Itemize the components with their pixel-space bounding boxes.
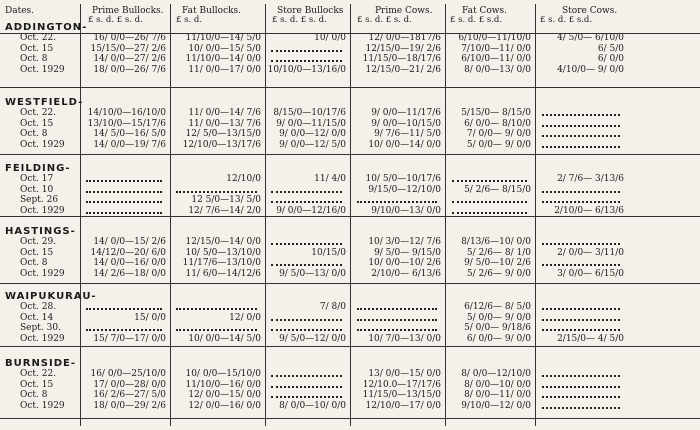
section-name: WAIPUKURAU- [5, 291, 97, 302]
price-cell: 11/15/0—18/17/6 [362, 54, 441, 64]
price-cell: 2/ 7/6— 3/13/6 [557, 174, 624, 184]
price-cell: 7/ 8/0 [319, 302, 346, 312]
empty-cell-dots [542, 329, 620, 331]
row-date: Oct. 29. [20, 237, 57, 247]
price-cell: 12/10/0—17/ 0/0 [365, 400, 441, 411]
units-store-bullocks: £ s. d. £ s. d. [272, 15, 327, 25]
price-cell: 12/ 5/0—13/15/0 [185, 129, 261, 139]
price-cell: 18/ 0/0—26/ 7/6 [93, 64, 166, 75]
units-prime-cows: £ s. d. £ s. d. [357, 15, 412, 25]
price-cell: 10/ 0/0—14/ 0/0 [368, 139, 441, 150]
price-cell: 6/10/0—11/10/0 [458, 33, 531, 43]
empty-cell-dots [452, 201, 527, 203]
price-cell: 11/ 0/0—13/ 7/6 [188, 118, 261, 129]
price-cell: 8/ 0/0—10/ 0/0 [279, 400, 346, 411]
price-cell: 9/ 0/0—10/15/0 [371, 118, 441, 129]
price-cell: 14/10/0—16/10/0 [87, 108, 166, 118]
price-cell: 11/ 4/0 [314, 174, 346, 184]
section-name: BURNSIDE- [5, 358, 77, 369]
row-date: Oct. 8 [20, 129, 48, 139]
empty-cell-dots [542, 146, 620, 148]
price-cell: 16/ 2/6—27/ 5/0 [93, 390, 166, 400]
price-cell: 10/ 5/0—10/17/6 [365, 174, 441, 184]
price-cell: 12/10/0 [226, 174, 261, 184]
row-date: Oct. 22. [20, 108, 57, 118]
section-rule [0, 154, 700, 155]
price-cell: 12 5/0—13/ 5/0 [191, 195, 261, 205]
empty-cell-dots [271, 201, 342, 203]
price-cell: 8/15/0—10/17/6 [273, 108, 346, 118]
price-cell: 7/10/0—11/ 0/0 [461, 43, 531, 54]
price-cell: 8/13/6—10/ 0/0 [461, 237, 531, 247]
units-store-cows: £ s. d. £ s.d. [540, 15, 593, 25]
price-cell: 12/10.0—17/17/6 [362, 379, 441, 390]
empty-cell-dots [542, 114, 620, 116]
header-fat-cows: Fat Cows. [462, 6, 507, 16]
row-date: Sept. 30. [20, 323, 61, 333]
empty-cell-dots [271, 50, 342, 52]
empty-cell-dots [271, 375, 342, 377]
price-cell: 12/ 0/0—1817/6 [368, 33, 441, 43]
row-date: Oct. 22. [20, 33, 57, 43]
price-cell: 5/ 0/0— 9/ 0/0 [466, 312, 531, 323]
price-cell: 3/ 0/0— 6/15/0 [557, 268, 624, 279]
empty-cell-dots [176, 329, 257, 331]
price-cell: 6/12/6— 8/ 5/0 [464, 302, 531, 312]
empty-cell-dots [271, 329, 342, 331]
price-cell: 12/15/0—14/ 0/0 [185, 237, 261, 247]
header-prime-bullocks: Prime Bullocks. [92, 6, 164, 16]
section-name: WESTFIELD- [5, 97, 84, 108]
price-cell: 11/10/0—14/ 0/0 [185, 54, 261, 64]
price-cell: 6/ 0/0— 9/ 0/0 [466, 333, 531, 344]
row-date: Oct. 1929 [20, 400, 65, 411]
price-cell: 12/15/0—21/ 2/6 [365, 64, 441, 75]
price-cell: 10/ 0/0 [314, 33, 346, 43]
row-date: Oct. 1929 [20, 139, 65, 150]
empty-cell-dots [542, 319, 620, 321]
price-cell: 16/ 0/0—25/10/0 [90, 369, 166, 379]
price-cell: 5/ 0/0— 9/18/6 [464, 323, 531, 333]
row-date: Oct. 1929 [20, 333, 65, 344]
column-rule [535, 4, 536, 426]
empty-cell-dots [86, 191, 162, 193]
price-cell: 8/ 0/0—13/ 0/0 [464, 64, 531, 75]
price-cell: 14/ 0/0—16/ 0/0 [93, 258, 166, 268]
price-cell: 13/ 0/0—15/ 0/0 [368, 369, 441, 379]
price-cell: 9/ 0/0—12/ 5/0 [279, 139, 346, 150]
section-rule [0, 87, 700, 88]
empty-cell-dots [542, 386, 620, 388]
units-fat-cows: £ s. d. £ s.d. [450, 15, 503, 25]
empty-cell-dots [452, 180, 527, 182]
empty-cell-dots [542, 191, 620, 193]
price-cell: 4/10/0— 9/ 0/0 [557, 64, 624, 75]
price-cell: 9/ 7/6—11/ 5/0 [374, 129, 441, 139]
price-cell: 10/ 0/0—15/10/0 [185, 369, 261, 379]
column-rule [445, 4, 446, 426]
price-cell: 13/10/0—15/17/6 [87, 118, 166, 129]
row-date: Oct. 17 [20, 174, 54, 184]
empty-cell-dots [542, 243, 620, 245]
header-store-bullocks: Store Bullocks [277, 6, 344, 16]
header-rule [0, 33, 700, 34]
price-cell: 10/10/0—13/16/0 [267, 64, 346, 75]
price-cell: 14/ 0/0—27/ 2/6 [93, 54, 166, 64]
row-date: Oct. 15 [20, 247, 54, 258]
bottom-rule [0, 418, 700, 419]
price-cell: 10/ 3/0—12/ 7/6 [368, 237, 441, 247]
price-cell: 9/ 0/0—12/ 0/0 [279, 129, 346, 139]
row-date: Oct. 15 [20, 379, 54, 390]
price-cell: 14/ 5/0—16/ 5/0 [93, 129, 166, 139]
empty-cell-dots [542, 201, 620, 203]
price-cell: 10/ 7/0—13/ 0/0 [368, 333, 441, 344]
row-date: Sept. 26 [20, 195, 59, 205]
row-date: Oct. 8 [20, 390, 48, 400]
price-cell: 5/ 2/6— 9/ 0/0 [466, 268, 531, 279]
row-date: Oct. 8 [20, 54, 48, 64]
empty-cell-dots [357, 329, 437, 331]
empty-cell-dots [271, 243, 342, 245]
empty-cell-dots [357, 201, 437, 203]
column-rule [265, 4, 266, 426]
empty-cell-dots [542, 308, 620, 310]
empty-cell-dots [86, 201, 162, 203]
price-cell: 11/15/0—13/15/0 [362, 390, 441, 400]
price-cell: 14/ 0/0—19/ 7/6 [93, 139, 166, 150]
row-date: Oct. 15 [20, 43, 54, 54]
price-cell: 9/10/0—12/ 0/0 [461, 400, 531, 411]
price-cell: 5/ 2/6— 8/ 1/0 [466, 247, 531, 258]
price-cell: 9/ 0/0—11/17/6 [371, 108, 441, 118]
price-cell: 6/ 0/0 [597, 54, 624, 64]
header-dates: Dates. [5, 6, 35, 16]
price-cell: 8/ 0/0—10/ 0/0 [464, 379, 531, 390]
units-fat-bullocks: £ s. d. [176, 15, 203, 25]
empty-cell-dots [271, 396, 342, 398]
section-rule [0, 216, 700, 217]
price-cell: 11/10/0—16/ 0/0 [185, 379, 261, 390]
price-cell: 18/ 0/0—29/ 2/6 [93, 400, 166, 411]
section-name: HASTINGS- [5, 226, 76, 237]
section-rule [0, 346, 700, 347]
price-cell: 12/15/0—19/ 2/6 [365, 43, 441, 54]
empty-cell-dots [357, 308, 437, 310]
price-cell: 2/15/0— 4/ 5/0 [557, 333, 624, 344]
price-cell: 2/ 0/0— 3/11/0 [557, 247, 624, 258]
section-rule [0, 283, 700, 284]
empty-cell-dots [271, 264, 342, 266]
row-date: Oct. 1929 [20, 268, 65, 279]
price-cell: 9/ 5/0—12/ 0/0 [279, 333, 346, 344]
row-date: Oct. 8 [20, 258, 48, 268]
header-store-cows: Store Cows. [562, 6, 618, 16]
empty-cell-dots [86, 180, 162, 182]
price-cell: 11/ 0/0—14/ 7/6 [188, 108, 261, 118]
price-cell: 8/ 0/0—11/ 0/0 [464, 390, 531, 400]
price-cell: 11/ 6/0—14/12/6 [185, 268, 261, 279]
price-cell: 14/12/0—20/ 6/0 [90, 247, 166, 258]
empty-cell-dots [357, 319, 437, 321]
column-rule [350, 4, 351, 426]
empty-cell-dots [542, 396, 620, 398]
price-cell: 6/ 0/0— 8/10/0 [464, 118, 531, 129]
price-cell: 12/ 0/0 [229, 312, 261, 323]
price-cell: 9/10/0—13/ 0/0 [371, 205, 441, 216]
empty-cell-dots [176, 191, 257, 193]
price-cell: 15/ 0/0 [134, 312, 166, 323]
price-cell: 9/ 5/0—10/ 2/6 [464, 258, 531, 268]
empty-cell-dots [542, 125, 620, 127]
price-cell: 10/ 0/0—14/ 5/0 [188, 333, 261, 344]
price-cell: 11/ 0/0—17/ 0/0 [188, 64, 261, 75]
empty-cell-dots [542, 264, 620, 266]
row-date: Oct. 22. [20, 369, 57, 379]
row-date: Oct. 14 [20, 312, 54, 323]
empty-cell-dots [452, 212, 527, 214]
price-cell: 12/10/0—13/17/6 [182, 139, 261, 150]
section-name: ADDINGTON- [5, 22, 88, 33]
price-cell: 11/17/6—13/10/0 [182, 258, 261, 268]
price-cell: 12/ 0/0—16/ 0/0 [188, 400, 261, 411]
price-cell: 10/ 0/0—10/ 2/6 [368, 258, 441, 268]
empty-cell-dots [542, 135, 620, 137]
row-date: Oct. 10 [20, 184, 54, 195]
price-cell: 11/10/0—14/ 5/0 [185, 33, 261, 43]
price-cell: 5/ 2/6— 8/15/0 [464, 184, 531, 195]
price-cell: 10/15/0 [311, 247, 346, 258]
column-rule [80, 4, 81, 426]
section-name: FEILDING- [5, 163, 71, 174]
row-date: Oct. 1929 [20, 205, 65, 216]
empty-cell-dots [271, 191, 342, 193]
header-prime-cows: Prime Cows. [375, 6, 433, 16]
price-cell: 9/ 5/0— 9/15/0 [374, 247, 441, 258]
price-cell: 14/ 2/6—18/ 0/0 [93, 268, 166, 279]
row-date: Oct. 1929 [20, 64, 65, 75]
price-cell: 9/ 0/0—12/16/0 [276, 205, 346, 216]
empty-cell-dots [271, 60, 342, 62]
price-cell: 10/ 5/0—13/10/0 [185, 247, 261, 258]
empty-cell-dots [542, 375, 620, 377]
price-cell: 7/ 0/0— 9/ 0/0 [466, 129, 531, 139]
price-cell: 8/ 0/0—12/10/0 [461, 369, 531, 379]
price-cell: 12/ 0/0—15/ 0/0 [188, 390, 261, 400]
header-fat-bullocks: Fat Bullocks. [182, 6, 242, 16]
price-cell: 6/10/0—11/ 0/0 [461, 54, 531, 64]
price-cell: 10/ 0/0—15/ 5/0 [188, 43, 261, 54]
units-prime-bullocks: £ s. d. £ s. d. [88, 15, 143, 25]
price-cell: 14/ 0/0—15/ 2/6 [93, 237, 166, 247]
empty-cell-dots [271, 319, 342, 321]
empty-cell-dots [86, 308, 162, 310]
price-cell: 12/ 7/6—14/ 2/0 [188, 205, 261, 216]
empty-cell-dots [542, 407, 620, 409]
price-cell: 15/ 7/0—17/ 0/0 [93, 333, 166, 344]
price-cell: 15/15/0—27/ 2/6 [90, 43, 166, 54]
price-cell: 9/ 5/0—13/ 0/0 [279, 268, 346, 279]
price-cell: 6/ 5/0 [597, 43, 624, 54]
price-cell: 17/ 0/0—28/ 0/0 [93, 379, 166, 390]
empty-cell-dots [271, 386, 342, 388]
empty-cell-dots [86, 329, 162, 331]
price-cell: 16/ 0/0—26/ 7/6 [93, 33, 166, 43]
price-cell: 5/ 0/0— 9/ 0/0 [466, 139, 531, 150]
row-date: Oct. 15 [20, 118, 54, 129]
price-cell: 2/10/0— 6/13/6 [554, 205, 624, 216]
price-cell: 2/10/0— 6/13/6 [371, 268, 441, 279]
empty-cell-dots [86, 212, 162, 214]
price-cell: 5/15/0— 8/15/0 [461, 108, 531, 118]
price-cell: 9/ 0/0—11/15/0 [276, 118, 346, 129]
price-cell: 9/15/0—12/10/0 [368, 184, 441, 195]
row-date: Oct. 28. [20, 302, 57, 312]
price-cell: 4/ 5/0— 6/10/0 [557, 33, 624, 43]
column-rule [170, 4, 171, 426]
empty-cell-dots [176, 308, 257, 310]
